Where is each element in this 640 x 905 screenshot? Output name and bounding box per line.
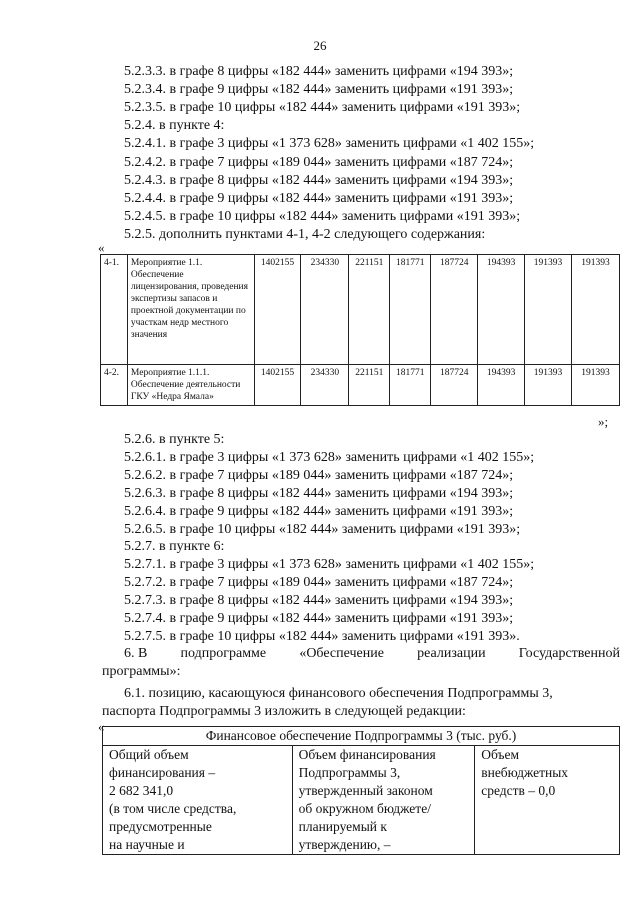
total-financing-cell [103,746,293,855]
amendment-line: 5.2.6.3. в графе 8 цифры «182 444» заменить цифрами «194 393»; [124,485,514,501]
amendment-line: 5.2.7.5. в графе 10 цифры «182 444» заменить цифрами «191 393». [124,628,520,644]
amendment-line: 5.2.4.4. в графе 9 цифры «182 444» заменить цифрами «191 393»; [124,190,514,206]
amendment-line: 5.2.7.3. в графе 8 цифры «182 444» заменить цифрами «194 393»; [124,593,514,609]
value-cell: 181771 [390,365,431,406]
amendment-line: 5.2.5. дополнить пунктами 4-1, 4-2 следующего содержания: [124,226,486,242]
item-6-line2: программы»: [102,664,181,679]
amendment-line: 5.2.6.2. в графе 7 цифры «189 044» заменить цифрами «187 724»; [124,467,514,483]
item-6-word: 6. В [124,646,148,661]
item-6-word: реализации [417,646,486,661]
value-cell: 191393 [525,365,572,406]
item-6-word: подпрограмме [180,646,267,661]
close-quote: »; [598,414,609,429]
value-cell: 181771 [390,255,431,365]
financing-line: внебюджетных [481,765,569,780]
financing-line: об окружном бюджете/ [298,801,431,816]
measure-name-cell: Мероприятие 1.1.1. Обеспечение деятельности ГКУ «Недра Ямала» [127,365,254,406]
amendment-line: 5.2.6.5. в графе 10 цифры «182 444» заменить цифрами «191 393»; [124,521,521,537]
value-cell: 187724 [431,255,478,365]
measure-name-cell: Мероприятие 1.1. Обеспечение лицензирования, проведения экспертизы запасов и проектной документации по участкам недр местного значения [127,255,254,365]
financing-line: Объем [481,747,520,762]
measures-table [100,254,620,406]
financing-line: утверждению, – [298,837,391,852]
amendment-line: 5.2.4. в пункте 4: [124,118,225,134]
amendment-line: 5.2.4.2. в графе 7 цифры «189 044» заменить цифрами «187 724»; [124,154,514,170]
financing-line: средств – 0,0 [481,783,556,798]
financing-table-header: Финансовое обеспечение Подпрограммы 3 (тыс. руб.) [103,727,620,746]
value-cell: 194393 [478,255,525,365]
amendment-line: 5.2.6.1. в графе 3 цифры «1 373 628» заменить цифрами «1 402 155»; [124,449,535,465]
value-cell: 221151 [349,365,390,406]
amendment-line: 5.2.4.3. в графе 8 цифры «182 444» заменить цифрами «194 393»; [124,172,514,188]
table-row [101,255,620,365]
value-cell: 234330 [301,365,349,406]
row-number-cell: 4-1. [101,255,128,365]
item-6-line1 [124,646,620,662]
financing-line: утвержденный законом [298,783,433,798]
extrabudget-cell [475,746,620,855]
amendment-line: 5.2.4.5. в графе 10 цифры «182 444» заменить цифрами «191 393»; [124,208,521,224]
value-cell: 187724 [431,365,478,406]
financing-line: 2 682 341,0 [109,783,174,798]
financing-line: Объем финансирования [298,747,436,762]
financing-line: на научные и [109,837,185,852]
value-cell: 1402155 [254,255,301,365]
value-cell: 194393 [478,365,525,406]
page-number: 26 [313,38,327,53]
financing-line: предусмотренные [109,819,212,834]
amendment-line: 5.2.7. в пункте 6: [124,539,225,555]
item-6-1-line2: паспорта Подпрограммы 3 изложить в следующей редакции: [102,704,466,719]
item-6-word: «Обеспечение [299,646,384,661]
amendment-line: 5.2.7.1. в графе 3 цифры «1 373 628» заменить цифрами «1 402 155»; [124,557,535,573]
amendment-line: 5.2.3.3. в графе 8 цифры «182 444» заменить цифрами «194 393»; [124,64,514,79]
amendment-line: 5.2.7.2. в графе 7 цифры «189 044» заменить цифрами «187 724»; [124,575,514,591]
value-cell: 1402155 [254,365,301,406]
financing-line: (в том числе средства, [109,801,237,816]
financing-line: планируемый к [298,819,387,834]
item-6-word: Государственной [518,646,620,661]
amendment-line: 5.2.7.4. в графе 9 цифры «182 444» заменить цифрами «191 393»; [124,611,514,626]
open-quote: « [98,240,105,255]
table-row [101,365,620,406]
amendment-line: 5.2.4.1. в графе 3 цифры «1 373 628» заменить цифрами «1 402 155»; [124,136,535,152]
amendment-line: 5.2.6. в пункте 5: [124,432,225,447]
budget-financing-cell [292,746,475,855]
value-cell: 191393 [572,365,620,406]
row-number-cell: 4-2. [101,365,128,406]
amendment-line: 5.2.3.4. в графе 9 цифры «182 444» заменить цифрами «191 393»; [124,82,514,98]
financing-line: финансирования – [109,765,216,780]
value-cell: 191393 [525,255,572,365]
value-cell: 234330 [301,255,349,365]
item-6-1-line1: 6.1. позицию, касающуюся финансового обеспечения Подпрограммы 3, [124,686,553,701]
value-cell: 221151 [349,255,390,365]
amendment-line: 5.2.6.4. в графе 9 цифры «182 444» заменить цифрами «191 393»; [124,503,514,519]
financing-table [102,726,620,855]
amendment-line: 5.2.3.5. в графе 10 цифры «182 444» заменить цифрами «191 393»; [124,100,521,116]
financing-line: Подпрограммы 3, [298,765,401,780]
open-quote-2: « [98,719,105,734]
value-cell: 191393 [572,255,620,365]
financing-line: Общий объем [109,747,189,762]
